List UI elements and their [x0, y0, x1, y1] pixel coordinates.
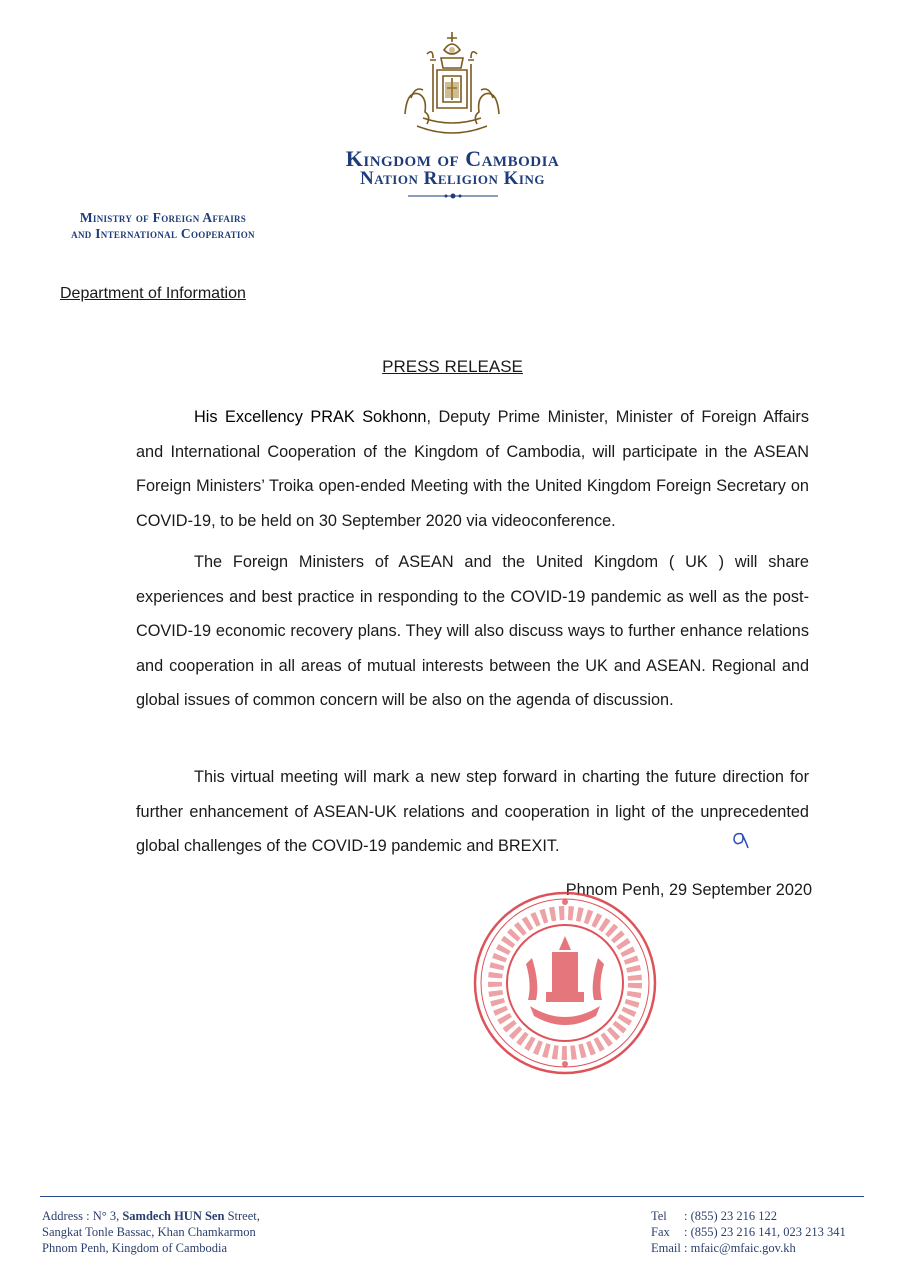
fax-row [651, 1224, 846, 1240]
press-release-title: PRESS RELEASE [382, 357, 523, 376]
address-suffix: Street, [224, 1209, 260, 1223]
fax-label: Fax [651, 1225, 670, 1239]
tel-value: : (855) 23 216 122 [684, 1209, 778, 1223]
divider-flourish-icon [408, 191, 498, 201]
footer-address [42, 1208, 260, 1256]
address-line-1 [42, 1208, 260, 1224]
tel-row [651, 1208, 846, 1224]
email-row [651, 1240, 846, 1256]
ministry-name [38, 210, 288, 242]
footer-contact [651, 1208, 846, 1256]
motto-heading: Nation Religion King [359, 168, 545, 189]
paragraph-1-text: , Deputy Prime Minister, Minister of Foreign Affairs and International Cooperation of the Kingdom of Cambodia, will participate in the ASEAN Foreign Ministers’ Troika open-ended Meeting with the United Kingdom Foreign Secretary on COVID-19, to be held on 30 September 2020 via videoconference. [136, 408, 809, 530]
email-label: Email [651, 1241, 681, 1255]
paragraph-3 [136, 760, 809, 864]
paragraph-2 [136, 545, 809, 718]
paragraph-3-text: This virtual meeting will mark a new step forward in charting the future direction for further enhancement of ASEAN-UK relations and cooperation in light of the unprecedented global challenges of the COVID-19 pandemic and BREXIT. [136, 768, 809, 855]
ministry-line-2: and International Cooperation [71, 226, 255, 241]
footer-divider [40, 1196, 864, 1197]
address-street-name: Samdech HUN Sen [122, 1209, 225, 1223]
address-line-3: Phnom Penh, Kingdom of Cambodia [42, 1241, 228, 1255]
official-red-seal-icon [470, 888, 660, 1078]
ministry-line-1: Ministry of Foreign Affairs [79, 210, 247, 225]
royal-coat-of-arms-icon [397, 28, 507, 138]
handwritten-initial-icon [728, 828, 752, 852]
department-label: Department of Information [60, 285, 246, 302]
paragraph-2-text: The Foreign Ministers of ASEAN and the United Kingdom ( UK ) will share experiences and best practice in responding to the COVID-19 pandemic as well as the post-COVID-19 economic recovery plans. They will also discuss ways to further enhance relations and cooperation in all areas of mutual interests between the UK and ASEAN. Regional and global issues of common concern will be also on the agenda of discussion. [136, 553, 809, 709]
minister-name: His Excellency PRAK Sokhonn [194, 408, 427, 426]
email-value[interactable]: : mfaic@mfaic.gov.kh [684, 1241, 796, 1255]
address-line-2: Sangkat Tonle Bassac, Khan Chamkarmon [42, 1225, 256, 1239]
tel-label: Tel [651, 1209, 667, 1223]
paragraph-1 [136, 400, 809, 538]
address-prefix: Address : N° 3, [42, 1209, 123, 1223]
kingdom-heading: Kingdom of Cambodia [345, 146, 560, 171]
fax-value: : (855) 23 216 141, 023 213 341 [684, 1225, 846, 1239]
dateline: Phnom Penh, 29 September 2020 [565, 881, 812, 899]
